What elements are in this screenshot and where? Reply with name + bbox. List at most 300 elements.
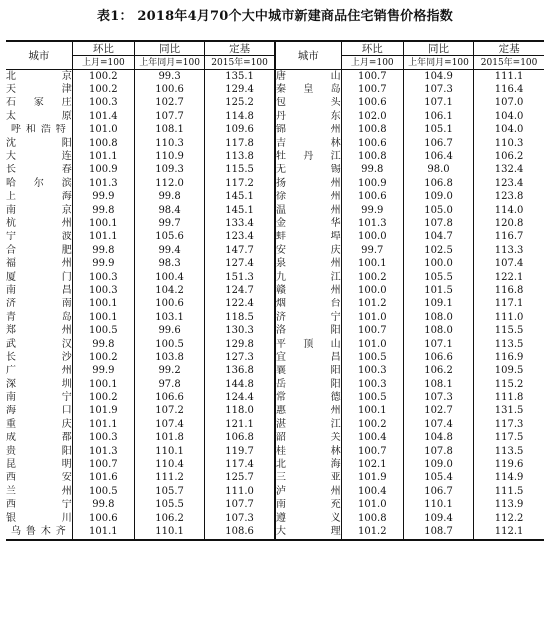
- mom-value: 99.8: [341, 164, 403, 177]
- yoy-value: 108.0: [403, 324, 473, 337]
- city-cell: 太原: [6, 110, 72, 122]
- base-value: 130.3: [205, 324, 275, 337]
- yoy-value: 106.7: [403, 485, 473, 498]
- city-header-left: 城市: [6, 41, 72, 70]
- mom-value: 100.1: [72, 311, 134, 324]
- table-row: [6, 311, 544, 324]
- table-row: [6, 512, 544, 525]
- base-value: 115.5: [474, 324, 544, 337]
- table-row: [6, 204, 544, 217]
- table-row: [6, 70, 544, 84]
- base-value: 131.5: [474, 405, 544, 418]
- mom-value: 101.3: [341, 217, 403, 230]
- base-value: 104.0: [474, 124, 544, 137]
- table-row: [6, 405, 544, 418]
- mom-value: 100.0: [341, 231, 403, 244]
- city-cell: 秦皇岛: [275, 84, 341, 96]
- yoy-value: 108.1: [403, 378, 473, 391]
- mom-value: 100.6: [341, 137, 403, 150]
- base-value: 117.8: [205, 137, 275, 150]
- city-cell: 唐山: [275, 70, 341, 82]
- city-cell: 乌鲁木齐: [6, 525, 72, 539]
- base-value: 122.4: [205, 298, 275, 311]
- city-cell: 杭州: [6, 217, 72, 229]
- base-value: 147.7: [205, 244, 275, 257]
- base-value: 135.1: [205, 70, 275, 84]
- base-value: 145.1: [205, 191, 275, 204]
- mom-value: 101.0: [341, 338, 403, 351]
- yoy-value: 100.4: [134, 271, 204, 284]
- city-cell: 岳阳: [275, 378, 341, 390]
- mom-value: 100.8: [341, 512, 403, 525]
- yoy-value: 100.5: [134, 338, 204, 351]
- base-value: 133.4: [205, 217, 275, 230]
- city-cell: 武汉: [6, 338, 72, 350]
- yoy-value: 107.8: [403, 217, 473, 230]
- base-value: 129.8: [205, 338, 275, 351]
- mom-subheader-left: 上月=100: [72, 56, 134, 70]
- table-row: [6, 525, 544, 539]
- city-cell: 徐州: [275, 191, 341, 203]
- city-cell: 厦门: [6, 271, 72, 283]
- mom-value: 100.5: [341, 391, 403, 404]
- yoy-value: 97.8: [134, 378, 204, 391]
- mom-subheader-right: 上月=100: [341, 56, 403, 70]
- mom-value: 101.2: [341, 525, 403, 539]
- base-value: 119.6: [474, 458, 544, 471]
- table-row: [6, 378, 544, 391]
- base-value: 110.3: [474, 137, 544, 150]
- yoy-header-right: 同比: [403, 41, 473, 56]
- city-cell: 烟台: [275, 298, 341, 310]
- table-row: [6, 485, 544, 498]
- table-row: [6, 83, 544, 96]
- mom-value: 101.4: [72, 110, 134, 123]
- mom-value: 100.2: [341, 418, 403, 431]
- mom-value: 100.2: [341, 271, 403, 284]
- table-row: [6, 191, 544, 204]
- mom-value: 101.1: [72, 150, 134, 163]
- city-cell: 福州: [6, 258, 72, 270]
- mom-value: 99.8: [72, 244, 134, 257]
- base-value: 109.5: [474, 365, 544, 378]
- mom-value: 100.3: [341, 378, 403, 391]
- city-cell: 平顶山: [275, 338, 341, 350]
- city-cell: 包头: [275, 97, 341, 109]
- mom-value: 100.3: [72, 432, 134, 445]
- yoy-value: 105.4: [403, 472, 473, 485]
- table-row: [6, 365, 544, 378]
- base-value: 127.4: [205, 257, 275, 270]
- base-value: 115.5: [205, 164, 275, 177]
- yoy-value: 107.4: [403, 418, 473, 431]
- table-row: [6, 324, 544, 337]
- city-cell: 金华: [275, 217, 341, 229]
- city-cell: 西安: [6, 472, 72, 484]
- yoy-value: 106.7: [403, 137, 473, 150]
- base-value: 122.1: [474, 271, 544, 284]
- table-row: [6, 298, 544, 311]
- city-cell: 九江: [275, 271, 341, 283]
- table-title: 表1： 2018年4月70个大中城市新建商品住宅销售价格指数: [97, 9, 453, 24]
- city-cell: 长沙: [6, 351, 72, 363]
- mom-value: 101.0: [341, 499, 403, 512]
- mom-value: 101.1: [72, 231, 134, 244]
- mom-value: 100.1: [72, 298, 134, 311]
- base-value: 114.8: [205, 110, 275, 123]
- base-value: 115.2: [474, 378, 544, 391]
- table-row: [6, 244, 544, 257]
- city-cell: 宜昌: [275, 351, 341, 363]
- city-cell: 石家庄: [6, 97, 72, 109]
- yoy-value: 99.8: [134, 191, 204, 204]
- mom-value: 99.8: [72, 499, 134, 512]
- yoy-value: 109.3: [134, 164, 204, 177]
- city-cell: 上海: [6, 191, 72, 203]
- mom-value: 100.7: [341, 70, 403, 84]
- city-cell: 牡丹江: [275, 151, 341, 163]
- table-row: [6, 97, 544, 110]
- table-row: [6, 351, 544, 364]
- city-cell: 宁波: [6, 231, 72, 243]
- city-cell: 哈尔滨: [6, 177, 72, 189]
- city-cell: 沈阳: [6, 137, 72, 149]
- table-row: [6, 150, 544, 163]
- yoy-value: 104.2: [134, 284, 204, 297]
- city-cell: 济宁: [275, 311, 341, 323]
- city-cell: 三亚: [275, 472, 341, 484]
- yoy-value: 106.6: [134, 391, 204, 404]
- yoy-value: 100.6: [134, 298, 204, 311]
- yoy-value: 102.7: [403, 405, 473, 418]
- yoy-value: 100.0: [403, 257, 473, 270]
- base-header-left: 定基: [205, 41, 275, 56]
- mom-value: 100.3: [341, 365, 403, 378]
- yoy-value: 101.8: [134, 432, 204, 445]
- base-value: 116.4: [474, 83, 544, 96]
- city-cell: 昆明: [6, 459, 72, 471]
- city-cell: 南京: [6, 204, 72, 216]
- table-row: [6, 231, 544, 244]
- table-row: [6, 164, 544, 177]
- mom-value: 101.9: [72, 405, 134, 418]
- mom-value: 100.5: [72, 485, 134, 498]
- yoy-value: 99.4: [134, 244, 204, 257]
- base-value: 132.4: [474, 164, 544, 177]
- base-value: 124.7: [205, 284, 275, 297]
- base-value: 117.2: [205, 177, 275, 190]
- mom-value: 99.8: [72, 204, 134, 217]
- mom-value: 99.8: [72, 338, 134, 351]
- table-row: [6, 177, 544, 190]
- mom-value: 99.9: [72, 257, 134, 270]
- mom-value: 100.5: [341, 351, 403, 364]
- mom-value: 101.6: [72, 472, 134, 485]
- yoy-value: 100.6: [134, 83, 204, 96]
- city-cell: 海口: [6, 405, 72, 417]
- base-value: 114.9: [474, 472, 544, 485]
- mom-value: 100.9: [72, 164, 134, 177]
- city-cell: 青岛: [6, 311, 72, 323]
- yoy-value: 104.8: [403, 432, 473, 445]
- mom-value: 101.0: [341, 311, 403, 324]
- mom-value: 100.7: [341, 324, 403, 337]
- city-cell: 贵阳: [6, 445, 72, 457]
- mom-value: 102.0: [341, 110, 403, 123]
- table-row: [6, 391, 544, 404]
- city-cell: 成都: [6, 432, 72, 444]
- base-value: 123.4: [205, 231, 275, 244]
- base-value: 106.2: [474, 150, 544, 163]
- base-value: 144.8: [205, 378, 275, 391]
- mom-value: 102.1: [341, 458, 403, 471]
- table-row: [6, 124, 544, 137]
- yoy-value: 108.0: [403, 311, 473, 324]
- city-cell: 郑州: [6, 325, 72, 337]
- table-row: [6, 257, 544, 270]
- base-value: 112.1: [474, 525, 544, 539]
- yoy-value: 110.3: [134, 137, 204, 150]
- city-cell: 遵义: [275, 512, 341, 524]
- yoy-value: 107.3: [403, 391, 473, 404]
- mom-value: 100.2: [72, 83, 134, 96]
- mom-value: 100.8: [341, 124, 403, 137]
- mom-header-right: 环比: [341, 41, 403, 56]
- table-row: [6, 284, 544, 297]
- mom-value: 100.8: [341, 150, 403, 163]
- yoy-subheader-left: 上年同月=100: [134, 56, 204, 70]
- mom-value: 100.4: [341, 432, 403, 445]
- yoy-value: 109.0: [403, 191, 473, 204]
- base-value: 111.5: [474, 485, 544, 498]
- city-cell: 无锡: [275, 164, 341, 176]
- city-cell: 锦州: [275, 124, 341, 136]
- yoy-value: 103.1: [134, 311, 204, 324]
- base-value: 114.0: [474, 204, 544, 217]
- base-value: 117.3: [474, 418, 544, 431]
- base-value: 151.3: [205, 271, 275, 284]
- city-cell: 湛江: [275, 418, 341, 430]
- base-value: 108.6: [205, 525, 275, 539]
- base-value: 117.5: [474, 432, 544, 445]
- mom-value: 100.6: [72, 512, 134, 525]
- city-cell: 吉林: [275, 137, 341, 149]
- yoy-value: 99.7: [134, 217, 204, 230]
- city-cell: 温州: [275, 204, 341, 216]
- yoy-value: 99.6: [134, 324, 204, 337]
- city-cell: 泸州: [275, 485, 341, 497]
- mom-value: 100.1: [341, 257, 403, 270]
- city-cell: 南宁: [6, 392, 72, 404]
- mom-value: 100.1: [72, 378, 134, 391]
- city-cell: 广州: [6, 365, 72, 377]
- yoy-value: 107.7: [134, 110, 204, 123]
- yoy-value: 108.7: [403, 525, 473, 539]
- city-cell: 洛阳: [275, 325, 341, 337]
- base-value: 112.2: [474, 512, 544, 525]
- table-row: [6, 137, 544, 150]
- city-cell: 北海: [275, 459, 341, 471]
- base-value: 125.2: [205, 97, 275, 110]
- price-index-table: [6, 40, 544, 541]
- mom-header-left: 环比: [72, 41, 134, 56]
- yoy-value: 104.7: [403, 231, 473, 244]
- base-value: 113.8: [205, 150, 275, 163]
- yoy-value: 106.6: [403, 351, 473, 364]
- city-cell: 济南: [6, 298, 72, 310]
- yoy-value: 105.6: [134, 231, 204, 244]
- city-cell: 合肥: [6, 244, 72, 256]
- yoy-value: 107.1: [403, 97, 473, 110]
- mom-value: 101.0: [72, 124, 134, 137]
- mom-value: 100.1: [72, 217, 134, 230]
- base-value: 107.3: [205, 512, 275, 525]
- mom-value: 99.9: [72, 365, 134, 378]
- base-value: 107.4: [474, 257, 544, 270]
- mom-value: 100.9: [341, 177, 403, 190]
- yoy-value: 106.8: [403, 177, 473, 190]
- base-value: 113.9: [474, 499, 544, 512]
- city-cell: 南充: [275, 499, 341, 511]
- base-subheader-left: 2015年=100: [205, 56, 275, 70]
- table-row: [6, 110, 544, 123]
- yoy-value: 109.0: [403, 458, 473, 471]
- base-value: 127.3: [205, 351, 275, 364]
- yoy-value: 110.1: [134, 445, 204, 458]
- yoy-value: 111.2: [134, 472, 204, 485]
- yoy-value: 106.1: [403, 110, 473, 123]
- base-value: 107.0: [474, 97, 544, 110]
- yoy-value: 110.1: [403, 499, 473, 512]
- city-cell: 呼和浩特: [11, 124, 66, 136]
- mom-value: 100.6: [341, 97, 403, 110]
- city-header-right: 城市: [275, 41, 341, 70]
- mom-value: 100.6: [341, 191, 403, 204]
- yoy-value: 112.0: [134, 177, 204, 190]
- mom-value: 101.1: [72, 525, 134, 539]
- mom-value: 100.2: [72, 351, 134, 364]
- base-value: 121.1: [205, 418, 275, 431]
- yoy-value: 105.0: [403, 204, 473, 217]
- mom-value: 101.2: [341, 298, 403, 311]
- table-row: [6, 432, 544, 445]
- yoy-value: 108.1: [134, 124, 204, 137]
- yoy-value: 102.5: [403, 244, 473, 257]
- city-cell: 南昌: [6, 284, 72, 296]
- mom-value: 101.3: [72, 445, 134, 458]
- table-row: [6, 472, 544, 485]
- city-cell: 深圳: [6, 378, 72, 390]
- table-row: [6, 271, 544, 284]
- yoy-value: 110.4: [134, 458, 204, 471]
- yoy-value: 105.1: [403, 124, 473, 137]
- mom-value: 100.1: [341, 405, 403, 418]
- base-value: 120.8: [474, 217, 544, 230]
- city-cell: 长春: [6, 164, 72, 176]
- city-cell: 常德: [275, 392, 341, 404]
- city-cell: 银川: [6, 512, 72, 524]
- city-cell: 北京: [6, 70, 72, 82]
- city-cell: 韶关: [275, 432, 341, 444]
- mom-value: 100.0: [341, 284, 403, 297]
- city-cell: 丹东: [275, 110, 341, 122]
- base-value: 117.1: [474, 298, 544, 311]
- city-cell: 安庆: [275, 244, 341, 256]
- mom-value: 101.1: [72, 418, 134, 431]
- mom-value: 99.9: [341, 204, 403, 217]
- base-value: 113.5: [474, 338, 544, 351]
- yoy-value: 110.9: [134, 150, 204, 163]
- table-row: [6, 418, 544, 431]
- city-cell: 惠州: [275, 405, 341, 417]
- table-body: [6, 70, 544, 540]
- city-cell: 大理: [275, 525, 341, 539]
- table-row: [6, 499, 544, 512]
- base-value: 107.7: [205, 499, 275, 512]
- base-value: 123.4: [474, 177, 544, 190]
- city-cell: 襄阳: [275, 365, 341, 377]
- table-row: [6, 458, 544, 471]
- city-cell: 大连: [6, 151, 72, 163]
- mom-value: 100.4: [341, 485, 403, 498]
- base-value: 111.8: [474, 391, 544, 404]
- base-value: 111.0: [474, 311, 544, 324]
- yoy-value: 104.9: [403, 70, 473, 84]
- mom-value: 100.3: [72, 271, 134, 284]
- yoy-value: 106.2: [134, 512, 204, 525]
- mom-value: 101.3: [72, 177, 134, 190]
- base-value: 116.8: [474, 284, 544, 297]
- mom-value: 101.9: [341, 472, 403, 485]
- base-value: 109.6: [205, 124, 275, 137]
- base-value: 129.4: [205, 83, 275, 96]
- yoy-value: 107.4: [134, 418, 204, 431]
- yoy-value: 101.5: [403, 284, 473, 297]
- base-value: 111.0: [205, 485, 275, 498]
- yoy-value: 107.1: [403, 338, 473, 351]
- base-value: 125.7: [205, 472, 275, 485]
- mom-value: 100.3: [72, 284, 134, 297]
- city-cell: 桂林: [275, 445, 341, 457]
- base-value: 104.0: [474, 110, 544, 123]
- base-value: 136.8: [205, 365, 275, 378]
- yoy-value: 99.2: [134, 365, 204, 378]
- table-row: [6, 338, 544, 351]
- city-cell: 蚌埠: [275, 231, 341, 243]
- yoy-value: 110.1: [134, 525, 204, 539]
- yoy-value: 109.1: [403, 298, 473, 311]
- base-value: 111.1: [474, 70, 544, 84]
- base-subheader-right: 2015年=100: [474, 56, 544, 70]
- base-value: 116.7: [474, 231, 544, 244]
- yoy-value: 106.4: [403, 150, 473, 163]
- mom-value: 100.2: [72, 391, 134, 404]
- city-cell: 兰州: [6, 485, 72, 497]
- mom-value: 100.2: [72, 70, 134, 84]
- yoy-value: 109.4: [403, 512, 473, 525]
- base-value: 117.4: [205, 458, 275, 471]
- yoy-value: 107.3: [403, 83, 473, 96]
- city-cell: 赣州: [275, 284, 341, 296]
- city-cell: 泉州: [275, 258, 341, 270]
- yoy-value: 98.4: [134, 204, 204, 217]
- yoy-value: 107.2: [134, 405, 204, 418]
- city-cell: 扬州: [275, 177, 341, 189]
- yoy-subheader-right: 上年同月=100: [403, 56, 473, 70]
- city-cell: 天津: [6, 84, 72, 96]
- base-value: 118.5: [205, 311, 275, 324]
- yoy-value: 99.3: [134, 70, 204, 84]
